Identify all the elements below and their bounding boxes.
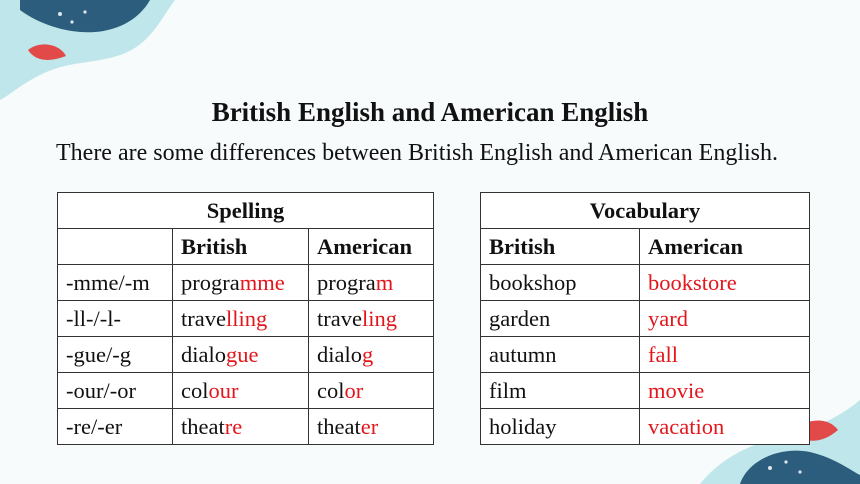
vocabulary-header-british: British: [481, 229, 640, 265]
word-stem: progra: [317, 269, 376, 295]
british-word-cell: autumn: [481, 337, 640, 373]
spelling-header-american: American: [309, 229, 434, 265]
vocabulary-header-row: [481, 229, 810, 265]
word-stem: theat: [317, 413, 361, 439]
intro-sentence: There are some differences between British English and American English.: [56, 140, 778, 166]
word-ending: re: [224, 413, 243, 439]
word-ending: our: [208, 377, 239, 403]
word-ending: m: [375, 269, 394, 295]
spelling-header-empty: [58, 229, 173, 265]
table-row: [481, 409, 810, 445]
word-ending: mme: [239, 269, 285, 295]
table-row: [58, 265, 434, 301]
table-row: [481, 337, 810, 373]
table-row: [481, 301, 810, 337]
pattern-cell: -our/-or: [58, 373, 173, 409]
british-word-cell: bookshop: [481, 265, 640, 301]
vocabulary-table: [480, 192, 810, 445]
vocabulary-header-american: American: [640, 229, 810, 265]
spelling-header-row: [58, 229, 434, 265]
british-spelling-cell: [173, 337, 309, 373]
word-ending: g: [362, 341, 374, 367]
table-row: [58, 337, 434, 373]
table-row: [58, 373, 434, 409]
british-word-cell: garden: [481, 301, 640, 337]
word-ending: or: [344, 377, 364, 403]
spelling-caption: Spelling: [58, 193, 434, 229]
american-spelling-cell: [309, 337, 434, 373]
british-spelling-cell: [173, 373, 309, 409]
british-spelling-cell: [173, 409, 309, 445]
american-word-cell: yard: [640, 301, 810, 337]
british-spelling-cell: [173, 301, 309, 337]
word-ending: ling: [361, 305, 397, 331]
american-spelling-cell: [309, 409, 434, 445]
american-word-cell: vacation: [640, 409, 810, 445]
word-stem: col: [317, 377, 345, 403]
spelling-table: [57, 192, 434, 445]
word-stem: trave: [317, 305, 362, 331]
vocabulary-caption-row: [481, 193, 810, 229]
british-word-cell: holiday: [481, 409, 640, 445]
word-ending: gue: [226, 341, 259, 367]
american-spelling-cell: [309, 265, 434, 301]
table-row: [481, 265, 810, 301]
american-spelling-cell: [309, 301, 434, 337]
american-word-cell: fall: [640, 337, 810, 373]
word-stem: trave: [181, 305, 226, 331]
word-ending: er: [360, 413, 379, 439]
page-title: British English and American English: [211, 97, 649, 127]
spelling-caption-row: [58, 193, 434, 229]
word-stem: theat: [181, 413, 225, 439]
british-word-cell: film: [481, 373, 640, 409]
pattern-cell: -ll-/-l-: [58, 301, 173, 337]
american-word-cell: movie: [640, 373, 810, 409]
word-ending: lling: [225, 305, 268, 331]
british-spelling-cell: [173, 265, 309, 301]
word-stem: dialo: [317, 341, 362, 367]
pattern-cell: -re/-er: [58, 409, 173, 445]
table-row: [481, 373, 810, 409]
table-row: [58, 301, 434, 337]
word-stem: progra: [181, 269, 240, 295]
american-word-cell: bookstore: [640, 265, 810, 301]
american-spelling-cell: [309, 373, 434, 409]
word-stem: dialo: [181, 341, 226, 367]
vocabulary-caption: Vocabulary: [481, 193, 810, 229]
word-stem: col: [181, 377, 209, 403]
pattern-cell: -gue/-g: [58, 337, 173, 373]
spelling-header-british: British: [173, 229, 309, 265]
table-row: [58, 409, 434, 445]
pattern-cell: -mme/-m: [58, 265, 173, 301]
